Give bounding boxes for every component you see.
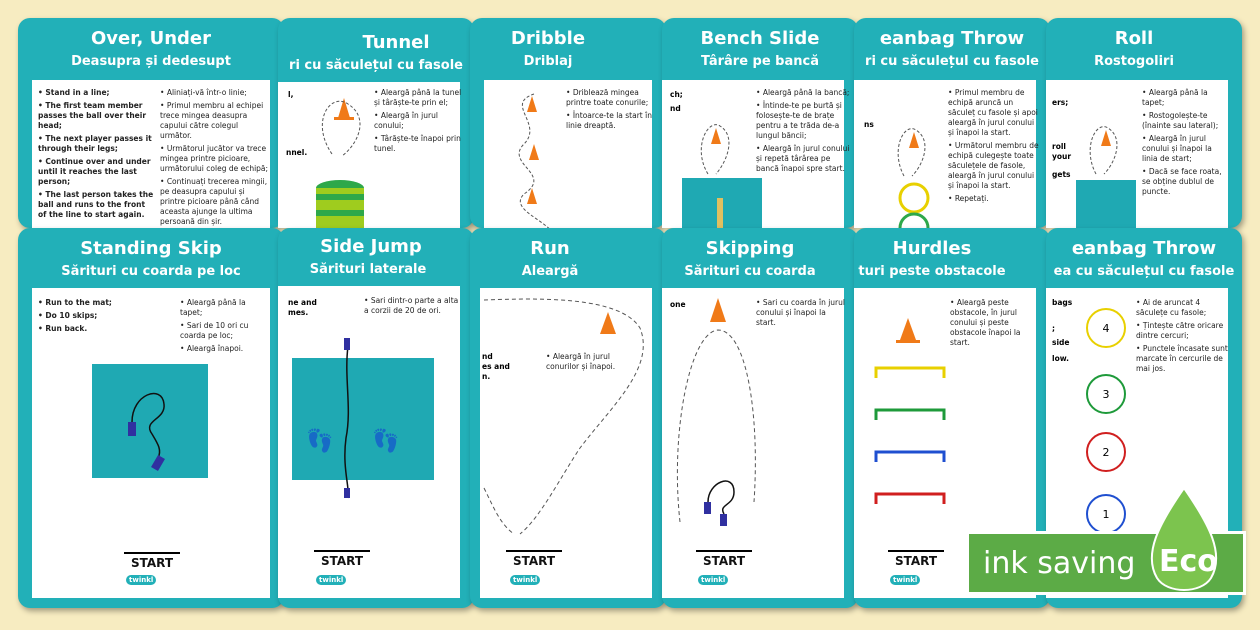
card-title: Hurdles — [892, 238, 972, 259]
text-fragment: es and — [482, 362, 510, 371]
instructions-en: • Stand in a line; • The first team member passes the ball over their head; • The next player passes it through their legs; • Continue over and under until it reaches the last person; • The last person takes the ball and runs to the front of the line to start again. — [38, 88, 156, 223]
card-title: Roll — [1114, 28, 1154, 49]
eco-label: ink saving — [983, 546, 1136, 581]
text-fragment: roll — [1052, 142, 1066, 151]
target-label: 1 — [1102, 508, 1110, 521]
card-subtitle: Sărituri cu coarda — [684, 264, 816, 279]
instructions-ro: • Aleargă până la tapet; • Sari de 10 ori cu coarda pe loc; • Aleargă înapoi. — [180, 298, 270, 357]
instructions-ro: • Aleargă până la tunel și târăște-te prin el; • Aleargă în jurul conului; • Târăște-te înapoi prin tunel. — [374, 88, 466, 157]
card-subtitle: ri cu săculețul cu fasole — [865, 54, 1039, 69]
start-line: START — [314, 550, 370, 568]
instructions-ro: • Aleargă peste obstacole, în jurul conului și peste obstacole înapoi la start. — [950, 298, 1034, 351]
target-circles-icon — [1082, 308, 1142, 548]
text-fragment: side — [1052, 338, 1070, 347]
card-title: Dribble — [510, 28, 586, 49]
text-fragment: your — [1052, 152, 1072, 161]
card-tunnel — [278, 18, 474, 228]
instructions-ro: • Aliniați-vă într-o linie; • Primul membru al echipei trece mingea deasupra capului către colegul următor. • Următorul jucător va trece mingea printre picioare, următorului coleg de echipă; • Continuați trecerea mingii, pe deasupra capului și printre picioare până când aceasta ajunge la ultima persoană din șir. • — [160, 88, 272, 243]
start-line: START — [888, 550, 944, 568]
instructions-ro: • Primul membru de echipă aruncă un săculeț cu fasole și apoi aleargă în jurul conului și înapoi la start. • Următorul membru de echipă culegește toate săculețele de fasole, aleargă în jurul conului și înapoi la start. • Repetați. — [948, 88, 1042, 207]
cone-icon — [290, 82, 380, 232]
svg-text:👣: 👣 — [306, 429, 334, 454]
card-subtitle: Rostogoliri — [1094, 54, 1174, 69]
start-line: START — [124, 552, 180, 570]
instructions-ro: • Aleargă în jurul conurilor și înapoi. — [546, 352, 626, 375]
text-fragment: ers; — [1052, 98, 1069, 107]
text-fragment: nd — [482, 352, 493, 361]
card-title: Skipping — [705, 238, 795, 259]
card-subtitle: Deasupra și dedesupt — [71, 54, 231, 69]
text-fragment: ch; — [670, 90, 683, 99]
card-subtitle: Aleargă — [521, 264, 579, 279]
card-side-jump — [278, 228, 474, 608]
skipping-path-icon — [670, 292, 770, 532]
card-subtitle: ea cu săculețul cu fasole — [1053, 264, 1235, 279]
text-fragment: low. — [1052, 354, 1070, 363]
card-title: eanbag Throw — [1071, 238, 1217, 259]
start-line: START — [506, 550, 562, 568]
instructions-en: • Run to the mat; • Do 10 skips; • Run back. — [38, 298, 158, 337]
card-title: Tunnel — [362, 32, 430, 53]
twinkl-logo: twinkl — [126, 576, 156, 584]
card-title: eanbag Throw — [879, 28, 1025, 49]
text-fragment: l, — [288, 90, 294, 99]
text-fragment: mes. — [288, 308, 309, 317]
card-subtitle: Driblaj — [523, 54, 573, 69]
card-standing-skip — [18, 228, 284, 608]
text-fragment: nd — [670, 104, 681, 113]
target-label: 4 — [1102, 322, 1110, 335]
text-fragment: one — [670, 300, 686, 309]
card-title: Bench Slide — [700, 28, 820, 49]
card-title: Side Jump — [320, 236, 422, 257]
card-subtitle: Sărituri laterale — [309, 262, 427, 277]
run-path-icon — [480, 288, 660, 528]
rope-line-icon — [292, 338, 434, 498]
instructions-ro: • Sari cu coarda în jurul conului și înapoi la start. — [756, 298, 848, 331]
twinkl-logo: twinkl — [890, 576, 920, 584]
instructions-ro: • Aleargă până la tapet; • Rostogolește-te (înainte sau lateral); • Aleargă în jurul conului și înapoi la linia de start; • Dacă se face roata, se obține dublul de puncte. — [1142, 88, 1224, 200]
card-over-under — [18, 18, 284, 228]
text-fragment: bags — [1052, 298, 1073, 307]
instructions-ro: • Driblează mingea printre toate conurile; • Întoarce-te la start în linie dreaptă. — [566, 88, 656, 134]
card-title: Standing Skip — [80, 238, 222, 259]
text-fragment: n. — [482, 372, 491, 381]
instructions-ro: • Aleargă până la bancă; • Întinde-te pe burtă și folosește-te de brațe pentru a te trăda de-a lungul băncii; • Aleargă în jurul conului și repetă târârea pe bancă înapoi spre start. — [756, 88, 850, 177]
twinkl-logo: twinkl — [698, 576, 728, 584]
card-subtitle: turi peste obstacole — [858, 264, 1006, 279]
instructions-ro: • Ai de aruncat 4 săculețe cu fasole; • Țintește către oricare dintre cercuri; • Punctele încasate sunt marcate în cercurile de mai jos. — [1136, 298, 1232, 377]
card-bench-slide — [662, 18, 858, 228]
text-fragment: gets — [1052, 170, 1071, 179]
text-fragment: ne and — [288, 298, 317, 307]
svg-text:👣: 👣 — [372, 429, 400, 454]
target-label: 3 — [1102, 388, 1110, 401]
card-dribble — [470, 18, 666, 228]
card-run — [470, 228, 666, 608]
card-subtitle: Târâre pe bancă — [701, 54, 819, 69]
card-title: Over, Under — [91, 28, 211, 49]
mat-icon — [1054, 88, 1144, 228]
zigzag-path-icon — [484, 84, 574, 234]
card-skipping — [662, 228, 858, 608]
jump-rope-icon — [92, 364, 208, 478]
bench-icon — [672, 88, 762, 228]
twinkl-logo: twinkl — [316, 576, 346, 584]
text-fragment: ; — [1052, 324, 1055, 333]
hoop-target-icon — [864, 88, 954, 228]
eco-badge-text: Eco — [1159, 544, 1218, 579]
text-fragment: nnel. — [286, 148, 308, 157]
twinkl-logo: twinkl — [510, 576, 540, 584]
card-subtitle: ri cu săculețul cu fasole — [289, 58, 463, 73]
card-beanbag-throw — [854, 18, 1050, 228]
card-subtitle: Sărituri cu coarda pe loc — [61, 264, 241, 279]
target-label: 2 — [1102, 446, 1110, 459]
instructions-ro: • Sari dintr-o parte a alta a corzii de 20 de ori. — [364, 296, 464, 319]
card-title: Run — [530, 238, 570, 259]
hurdles-icon — [866, 314, 966, 534]
card-roll — [1046, 18, 1242, 228]
text-fragment: ns — [864, 120, 874, 129]
start-line: START — [696, 550, 752, 568]
ink-saving-eco-badge — [966, 531, 1246, 595]
